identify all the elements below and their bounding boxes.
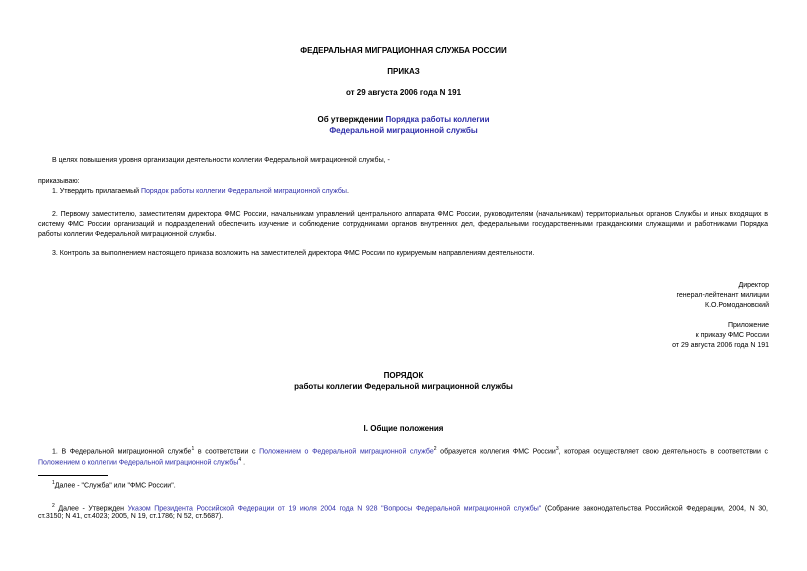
footnote-mark-3[interactable]: 3 bbox=[555, 446, 559, 452]
p1-text-e: . bbox=[241, 459, 246, 467]
item-1-suffix: . bbox=[346, 188, 349, 195]
item-2-line3: работы коллегии Федеральной миграционной службы. bbox=[38, 231, 217, 238]
doc-date: от 29 августа 2006 года N 191 bbox=[345, 88, 462, 97]
doc-subject-line1 bbox=[0, 115, 807, 124]
footnote-mark-1[interactable]: 1 bbox=[191, 446, 195, 452]
appendix-date: от 29 августа 2006 года N 191 bbox=[672, 342, 769, 349]
footnote-divider bbox=[38, 475, 108, 476]
doc-type: ПРИКАЗ bbox=[387, 67, 420, 76]
subject-link-service[interactable]: Федеральной миграционной службы bbox=[329, 126, 478, 135]
item-1-prefix: 1. Утвердить прилагаемый bbox=[52, 188, 141, 195]
footnote-1 bbox=[52, 480, 176, 489]
item-3: 3. Контроль за выполнением настоящего приказа возложить на заместителей директора ФМС России по курируемым направлениям деятельности. bbox=[52, 250, 535, 257]
subject-prefix: Об утверждении bbox=[317, 115, 386, 124]
footnote-2-text-b: (Собрание законодательства Российской Федерации, 2004, N 30, bbox=[541, 505, 768, 513]
section-heading: I. Общие положения bbox=[363, 424, 444, 433]
signature-name: К.О.Ромодановский bbox=[705, 302, 769, 309]
collegium-regulation-link[interactable]: Положением о коллегии Федеральной миграционной службы bbox=[38, 459, 239, 467]
footnote-mark-2[interactable]: 2 bbox=[433, 446, 437, 452]
p1-text-a: 1. В Федеральной миграционной службе bbox=[52, 448, 192, 456]
p1-text-c: образуется коллегия ФМС России bbox=[436, 448, 556, 456]
item-1-link[interactable]: Порядок работы коллегии Федеральной миграционной службы bbox=[140, 188, 347, 195]
p1-text-d: , которая осуществляет свою деятельность в соответствии с bbox=[558, 448, 768, 456]
regulation-link[interactable]: Положением о Федеральной миграционной службе bbox=[259, 448, 434, 456]
decree-link[interactable]: Указом Президента Российской Федерации от 19 июля 2004 года N 928 "Вопросы Федеральной миграционной службы" bbox=[127, 505, 542, 513]
appendix-ref: к приказу ФМС России bbox=[695, 332, 769, 339]
appendix-label: Приложение bbox=[727, 322, 769, 329]
p1-text-b: в соответствии с bbox=[194, 448, 260, 456]
agency-title: ФЕДЕРАЛЬНАЯ МИГРАЦИОННАЯ СЛУЖБА РОССИИ bbox=[300, 46, 507, 55]
item-1 bbox=[52, 188, 349, 195]
orders-word: приказываю: bbox=[38, 178, 80, 185]
signature-rank: генерал-лейтенант милиции bbox=[676, 292, 769, 299]
footnote-2-text-a: Далее - Утвержден bbox=[54, 505, 128, 513]
item-2-line2: систему ФМС России организаций и подразделений обеспечить изучение и соблюдение сотрудниками органов внутренних дел, федеральными государственными гражданскими служащими и работниками Порядка bbox=[38, 221, 768, 228]
item-2-line1: 2. Первому заместителю, заместителям директора ФМС России, начальникам управлений центрального аппарата ФМС России, руководителям (начальникам) территориальных органов Службы и иных входящих в bbox=[52, 211, 768, 218]
subject-link-procedure[interactable]: Порядка работы коллегии bbox=[385, 115, 490, 124]
procedure-subtitle: работы коллегии Федеральной миграционной службы bbox=[294, 382, 513, 391]
procedure-p1-line2 bbox=[38, 455, 768, 468]
footnote-mark-4[interactable]: 4 bbox=[238, 457, 242, 463]
footnote-2-mark: 2 bbox=[52, 503, 55, 509]
footnote-1-text: Далее - "Служба" или "ФМС России". bbox=[54, 482, 176, 490]
procedure-title: ПОРЯДОК bbox=[383, 371, 424, 380]
signature-title: Директор bbox=[738, 282, 769, 289]
footnote-2-line2: ст.3150; N 41, ст.4023; 2005, N 19, ст.1786; N 52, ст.5687). bbox=[38, 513, 224, 520]
footnote-1-mark: 1 bbox=[52, 480, 55, 486]
intro-paragraph: В целях повышения уровня организации деятельности коллегии Федеральной миграционной службы, - bbox=[52, 157, 390, 164]
